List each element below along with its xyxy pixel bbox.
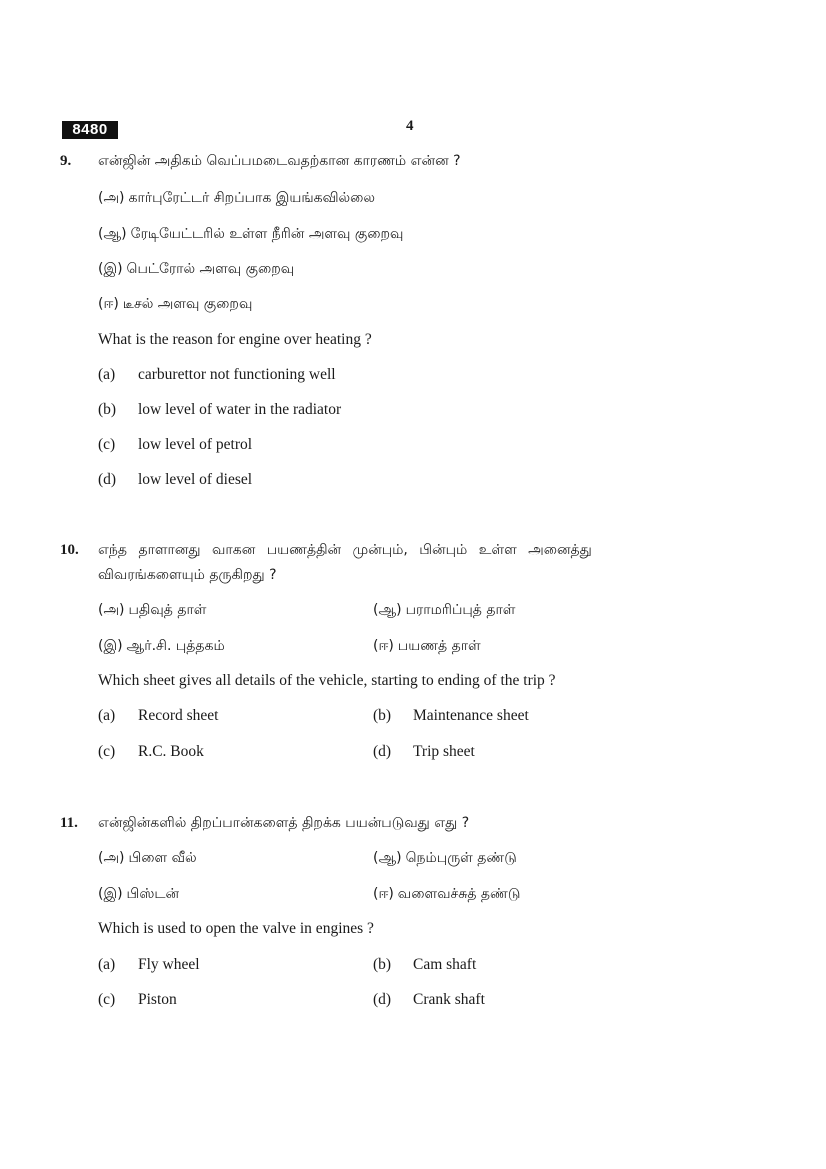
option-label: (b)	[373, 707, 392, 724]
english-question: Which is used to open the valve in engines ?	[98, 920, 374, 937]
tamil-question-line-1: எந்த தாளானது வாகன பயணத்தின் முன்பும், பின்பும் உள்ள அனைத்து	[98, 542, 592, 558]
tamil-option	[98, 260, 294, 279]
option-label: (ஆ)	[373, 850, 402, 866]
tamil-option	[373, 637, 481, 656]
tamil-question-line-2: விவரங்களையும் தருகிறது ?	[98, 567, 277, 583]
option-text: Crank shaft	[413, 991, 485, 1008]
option-label: (b)	[373, 956, 392, 973]
option-text: Trip sheet	[413, 743, 475, 760]
option-text: நெம்புருள் தண்டு	[405, 850, 517, 866]
option-label: (ஆ)	[373, 602, 402, 618]
tamil-option	[98, 637, 225, 656]
option-text: low level of petrol	[138, 436, 253, 453]
tamil-option	[98, 849, 197, 868]
option-label: (இ)	[98, 261, 123, 277]
tamil-option	[373, 885, 520, 904]
option-label: (இ)	[98, 886, 123, 902]
english-question: Which sheet gives all details of the vehicle, starting to ending of the trip ?	[98, 672, 556, 689]
option-label: (b)	[98, 401, 117, 418]
paper-code-badge: 8480	[62, 121, 118, 139]
option-label: (a)	[98, 366, 116, 383]
option-label: (c)	[98, 743, 116, 760]
option-text: ஆர்.சி. புத்தகம்	[126, 638, 225, 654]
option-text: பதிவுத் தாள்	[128, 602, 207, 618]
option-text: பயணத் தாள்	[397, 638, 481, 654]
option-label: (அ)	[98, 602, 125, 618]
option-text: low level of water in the radiator	[138, 401, 342, 418]
option-text: Record sheet	[138, 707, 219, 724]
option-text: Cam shaft	[413, 956, 477, 973]
tamil-option	[373, 849, 517, 868]
tamil-option	[98, 225, 403, 244]
option-text: carburettor not functioning well	[138, 366, 336, 383]
option-label: (அ)	[98, 850, 125, 866]
option-label: (a)	[98, 956, 116, 973]
option-text: வளைவச்சுத் தண்டு	[397, 886, 521, 902]
option-text: பராமரிப்புத் தாள்	[405, 602, 516, 618]
option-label: (ஈ)	[373, 886, 394, 902]
tamil-option	[98, 189, 375, 208]
tamil-question: என்ஜின் அதிகம் வெப்பமடைவதற்கான காரணம் என்ன ?	[98, 153, 461, 169]
question-number: 11.	[60, 815, 78, 831]
question-number: 10.	[60, 542, 79, 558]
option-label: (a)	[98, 707, 116, 724]
option-text: பிளை வீல்	[128, 850, 197, 866]
option-text: Fly wheel	[138, 956, 200, 973]
tamil-question: என்ஜின்களில் திறப்பான்களைத் திறக்க பயன்படுவது எது ?	[98, 815, 470, 831]
option-text: low level of diesel	[138, 471, 253, 488]
page-number: 4	[406, 118, 414, 134]
tamil-option	[373, 601, 515, 620]
tamil-option	[98, 295, 252, 314]
option-label: (c)	[98, 991, 116, 1008]
option-text: Maintenance sheet	[413, 707, 529, 724]
option-text: டீசல் அளவு குறைவு	[122, 296, 253, 312]
option-text: Piston	[138, 991, 177, 1008]
tamil-option	[98, 885, 179, 904]
option-text: ரேடியேட்டரில் உள்ள நீரின் அளவு குறைவு	[130, 226, 404, 242]
option-label: (ஈ)	[373, 638, 394, 654]
option-label: (ஆ)	[98, 226, 127, 242]
option-text: R.C. Book	[138, 743, 204, 760]
option-label: (ஈ)	[98, 296, 119, 312]
option-text: பெட்ரோல் அளவு குறைவு	[126, 261, 295, 277]
option-label: (d)	[373, 743, 392, 760]
question-number: 9.	[60, 153, 72, 169]
option-label: (இ)	[98, 638, 123, 654]
option-label: (c)	[98, 436, 116, 453]
option-label: (d)	[373, 991, 392, 1008]
option-label: (அ)	[98, 190, 125, 206]
tamil-option	[98, 601, 206, 620]
option-text: கார்புரேட்டர் சிறப்பாக இயங்கவில்லை	[128, 190, 376, 206]
option-label: (d)	[98, 471, 117, 488]
english-question: What is the reason for engine over heating ?	[98, 331, 372, 348]
option-text: பிஸ்டன்	[126, 886, 180, 902]
